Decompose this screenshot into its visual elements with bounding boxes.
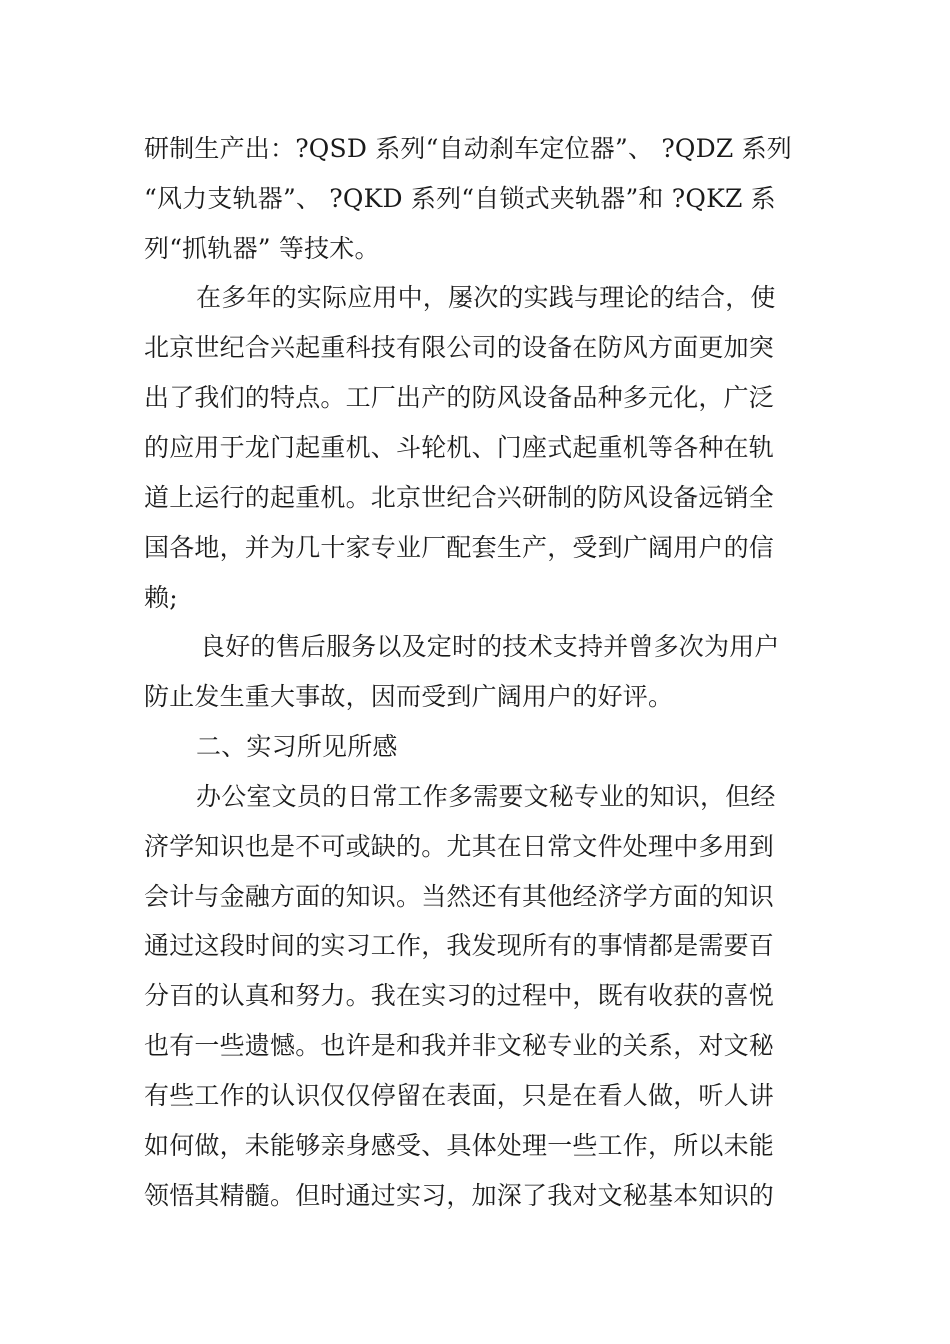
text-line: 的应用于龙门起重机、斗轮机、门座式起重机等各种在轨 [144, 433, 775, 462]
section-heading: 二、实习所见所感 [196, 732, 398, 761]
paragraph-first-line: 办公室文员的日常工作多需要文秘专业的知识，但经 [196, 782, 776, 811]
text-line: 赖; [144, 583, 178, 612]
text-line: 济学知识也是不可或缺的。尤其在日常文件处理中多用到 [144, 832, 775, 861]
text-line: 如何做，未能够亲身感受、具体处理一些工作，所以未能 [144, 1131, 775, 1160]
paragraph-first-line: 良好的售后服务以及定时的技术支持并曾多次为用户 [200, 632, 780, 661]
text-line: 有些工作的认识仅仅停留在表面，只是在看人做，听人讲 [144, 1081, 775, 1110]
text-line: 也有一些遗憾。也许是和我并非文秘专业的关系，对文秘 [144, 1031, 775, 1060]
text-line: 北京世纪合兴起重科技有限公司的设备在防风方面更加突 [144, 333, 775, 362]
text-line: “风力支轨器”、 ?QKD 系列“自锁式夹轨器”和 ?QKZ 系 [144, 184, 776, 213]
text-line: 研制生产出：?QSD 系列“自动刹车定位器”、 ?QDZ 系列 [144, 134, 792, 163]
text-line: 通过这段时间的实习工作，我发现所有的事情都是需要百 [144, 931, 775, 960]
text-line: 分百的认真和努力。我在实习的过程中，既有收获的喜悦 [144, 981, 775, 1010]
text-line: 列“抓轨器” 等技术。 [144, 234, 380, 263]
text-line: 道上运行的起重机。北京世纪合兴研制的防风设备远销全 [144, 483, 775, 512]
paragraph-first-line: 在多年的实际应用中，屡次的实践与理论的结合，使 [196, 283, 776, 312]
text-line: 会计与金融方面的知识。当然还有其他经济学方面的知识 [144, 882, 775, 911]
text-line: 领悟其精髓。但时通过实习，加深了我对文秘基本知识的 [144, 1181, 775, 1210]
text-line: 防止发生重大事故，因而受到广阔用户的好评。 [144, 682, 674, 711]
text-line: 出了我们的特点。工厂出产的防风设备品种多元化，广泛 [144, 383, 775, 412]
text-line: 国各地，并为几十家专业厂配套生产，受到广阔用户的信 [144, 533, 775, 562]
